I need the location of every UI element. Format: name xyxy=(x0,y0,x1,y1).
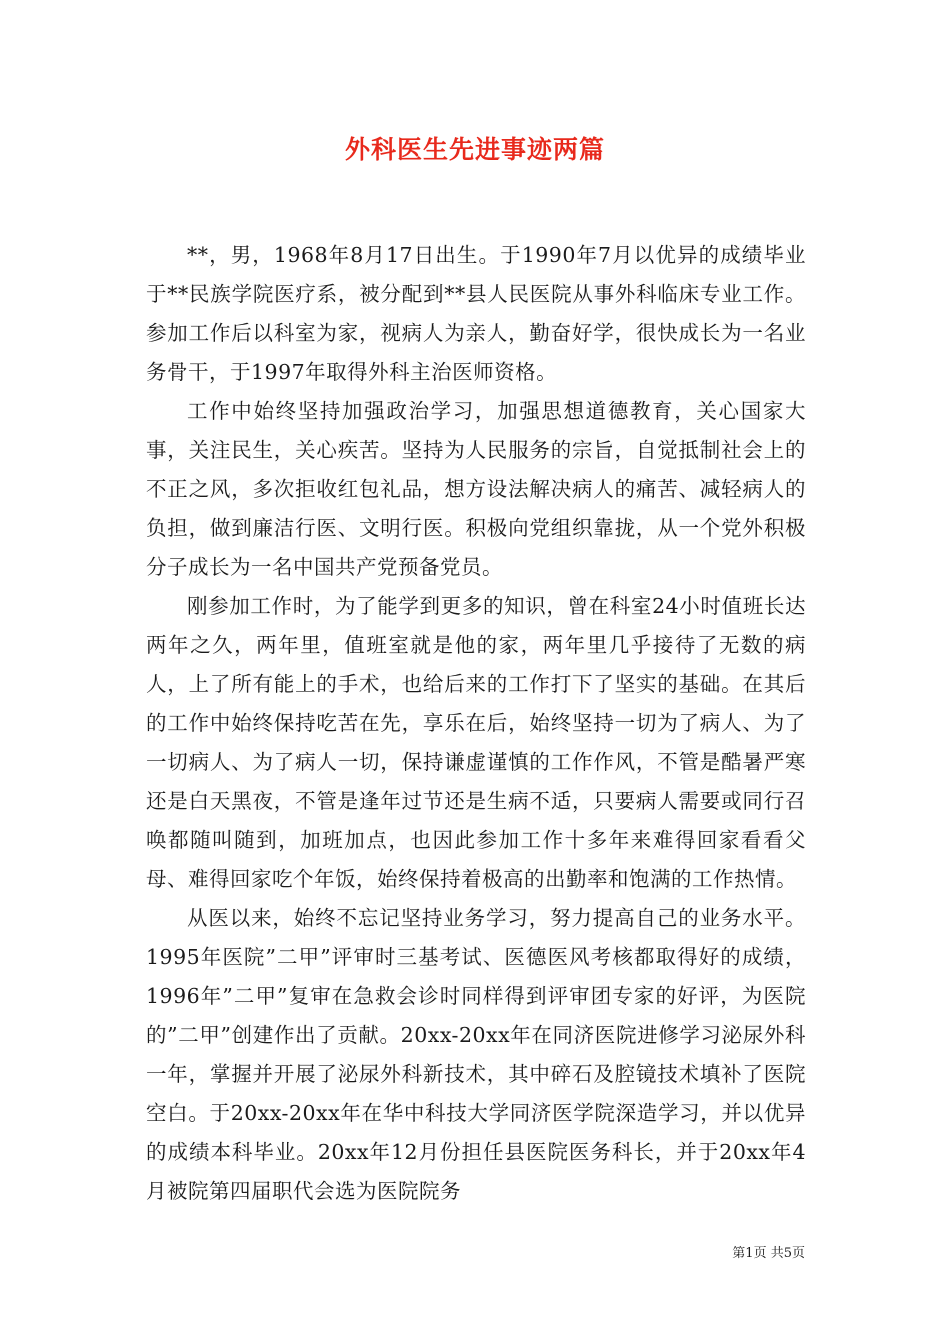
footer-prefix: 第 xyxy=(732,1246,746,1261)
paragraph-4: 从医以来，始终不忘记坚持业务学习，努力提高自己的业务水平。1995年医院”二甲”评审时三基考试、医德医风考核都取得好的成绩，1996年”二甲”复审在急救会诊时同样得到评审团专家的好评，为医院的”二甲”创建作出了贡献。20xx-20xx年在同济医院进修学习泌尿外科一年，掌握并开展了泌尿外科新技术，其中碎石及腔镜技术填补了医院空白。于20xx-20xx年在华中科技大学同济医学院深造学习，并以优异的成绩本科毕业。20xx年12月份担任县医院医务科长，并于20xx年4月被院第四届职代会选为医院院务 xyxy=(146,906,806,1203)
paragraph-3: 刚参加工作时，为了能学到更多的知识，曾在科室24小时值班长达两年之久，两年里，值班室就是他的家，两年里几乎接待了无数的病人，上了所有能上的手术，也给后来的工作打下了坚实的基础。在其后的工作中始终保持吃苦在先，享乐在后，始终坚持一切为了病人、为了一切病人、为了病人一切，保持谦虚谨慎的工作作风，不管是酷暑严寒还是白天黑夜，不管是逢年过节还是生病不适，只要病人需要或同行召唤都随叫随到，加班加点，也因此参加工作十多年来难得回家看看父母、难得回家吃个年饭，始终保持着极高的出勤率和饱满的工作热情。 xyxy=(146,594,806,891)
current-page-number: 1 xyxy=(745,1246,754,1261)
footer-middle: 页 共 xyxy=(753,1246,784,1261)
document-body xyxy=(146,236,806,1211)
page-title: 外科医生先进事迹两篇 xyxy=(344,135,605,164)
total-pages-number: 5 xyxy=(783,1246,792,1261)
paragraph-1: **，男，1968年8月17日出生。于1990年7月以优异的成绩毕业于**民族学院医疗系，被分配到**县人民医院从事外科临床专业工作。参加工作后以科室为家，视病人为亲人，勤奋好学，很快成长为一名业务骨干，于1997年取得外科主治医师资格。 xyxy=(146,243,806,384)
page-number-footer xyxy=(732,1245,805,1263)
footer-suffix: 页 xyxy=(791,1246,805,1261)
paragraph-2: 工作中始终坚持加强政治学习，加强思想道德教育，关心国家大事，关注民生，关心疾苦。坚持为人民服务的宗旨，自觉抵制社会上的不正之风，多次拒收红包礼品，想方设法解决病人的痛苦、减轻病人的负担，做到廉洁行医、文明行医。积极向党组织靠拢，从一个党外积极分子成长为一名中国共产党预备党员。 xyxy=(146,399,806,579)
